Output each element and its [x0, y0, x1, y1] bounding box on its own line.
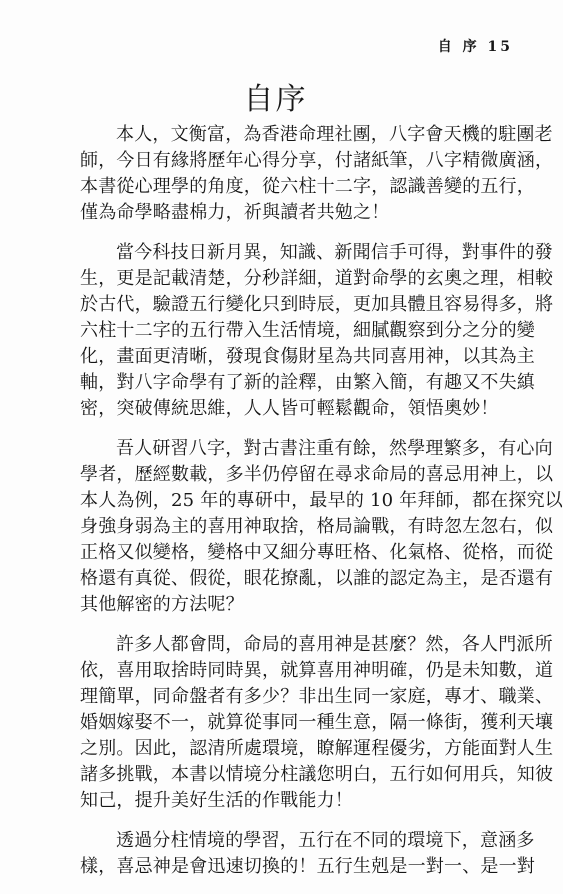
paragraph-4 [80, 632, 554, 814]
text-line: 知己，提升美好生活的作戰能力！ [80, 790, 353, 811]
text-line: 之別。因此，認清所處環境，瞭解運程優劣，方能面對人生 [80, 738, 554, 759]
text-line: 化，畫面更清晰，發現食傷財星為共同喜用神，以其為主 [80, 346, 535, 367]
text-line: 學者，歷經數載，多半仍停留在尋求命局的喜忌用神上，以 [80, 464, 554, 485]
text-line: 正格又似變格，變格中又細分專旺格、化氣格、從格，而從 [80, 542, 554, 563]
text-line: 僅為命學略盡棉力，祈與讀者共勉之！ [80, 202, 390, 223]
text-line: 格還有真從、假從，眼花撩亂，以誰的認定為主，是否還有 [80, 568, 554, 589]
text-line: 其他解密的方法呢？ [80, 594, 244, 615]
text-line: 透過分柱情境的學習，五行在不同的環境下，意涵多 [116, 830, 535, 851]
text-line: 婚姻嫁娶不一，就算從事同一種生意，隔一條街，獲利天壤 [80, 712, 554, 733]
text-line: 樣，喜忌神是會迅速切換的！五行生剋是一對一、是一對 [80, 856, 535, 877]
paragraph-1 [80, 122, 554, 226]
body-text [80, 122, 563, 894]
text-line: 軸，對八字命學有了新的詮釋，由繁入簡，有趣又不失縝 [80, 372, 535, 393]
text-line: 密，突破傳統思維，人人皆可輕鬆觀命，領悟奧妙！ [80, 398, 499, 419]
chapter-title: 自序 [243, 82, 308, 117]
text-line: 身強身弱為主的喜用神取捨，格局論戰，有時忽左忽右，似 [80, 516, 554, 537]
paragraph-2 [80, 240, 554, 422]
text-line: 於古代，驗證五行變化只到時辰，更加具體且容易得多，將 [80, 294, 554, 315]
text-line: 本書從心理學的角度，從六柱十二字，認識善變的五行， [80, 176, 535, 197]
text-line: 生，更是記載清楚，分秒詳細，道對命學的玄奧之理，相較 [80, 268, 554, 289]
text-line: 六柱十二字的五行帶入生活情境，細膩觀察到分之分的變 [80, 320, 535, 341]
text-line: 本人為例，25 年的專研中，最早的 10 年拜師，都在探究以 [80, 490, 563, 511]
text-line: 諸多挑戰，本書以情境分柱議您明白，五行如何用兵，知彼 [80, 764, 554, 785]
text-line: 當今科技日新月異，知識、新聞信手可得，對事件的發 [116, 242, 553, 263]
text-line: 許多人都會問，命局的喜用神是甚麼？然，各人門派所 [116, 634, 553, 655]
text-line: 吾人研習八字，對古書注重有餘，然學理繁多，有心向 [116, 438, 553, 459]
text-line: 依，喜用取捨時同時異，就算喜用神明確，仍是未知數，道 [80, 660, 554, 681]
running-header: 自 序 15 [437, 39, 513, 55]
text-line: 理簡單，同命盤者有多少？非出生同一家庭，專才、職業、 [80, 686, 554, 707]
text-line: 本人，文衡富，為香港命理社團，八字會天機的駐團老 [116, 124, 553, 145]
paragraph-5 [80, 828, 535, 880]
text-line: 師，今日有緣將歷年心得分享，付諸紙筆，八字精微廣涵， [80, 150, 554, 171]
paragraph-3 [80, 436, 563, 618]
